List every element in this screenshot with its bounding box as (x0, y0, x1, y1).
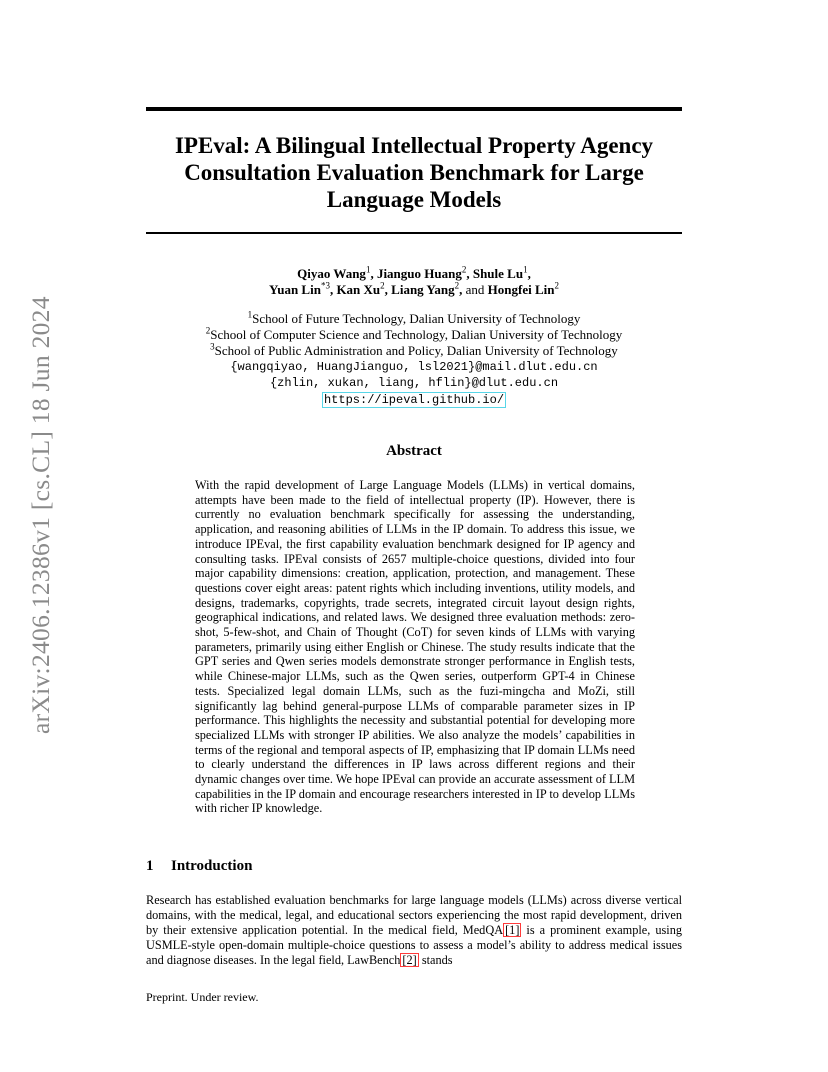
affiliation-line: $^2$School of Computer Science and Technology, Dalian University of Technology (205, 325, 623, 342)
affiliation-line: $^1$School of Future Technology, Dalian University of Technology (247, 309, 581, 326)
author-and: and (465, 282, 485, 297)
author-affil-mark: 2 (454, 280, 460, 291)
author-affil-mark: 2 (554, 280, 559, 291)
author-affil-mark: 1 (523, 264, 528, 275)
section-title: Introduction (171, 858, 253, 874)
author-name: Hongfei Lin (487, 282, 555, 297)
email-line: {zhlin, xukan, liang, hflin}@dlut.edu.cn (269, 376, 559, 390)
section-heading (146, 858, 252, 875)
abstract-heading: Abstract (386, 443, 442, 459)
author-affil-mark: *3 (320, 280, 330, 291)
citation-link[interactable]: [2] (402, 952, 417, 967)
email-line: {wangqiyao, HuangJianguo, lsl2021}@mail.dlut.edu.cn (230, 360, 598, 374)
affiliations (146, 311, 682, 408)
author-name: Jianguo Huang (376, 266, 462, 281)
author-name: Liang Yang (391, 282, 455, 297)
author-affil-mark: 2 (380, 280, 385, 291)
arxiv-identifier: arXiv:2406.12386v1 [cs.CL] 18 Jun 2024 (26, 296, 55, 734)
citation-link[interactable]: [1] (505, 922, 520, 937)
title-rule-bottom (146, 232, 682, 234)
footer-note: Preprint. Under review. (146, 990, 259, 1004)
section-number: 1 (146, 858, 154, 874)
author-name: Shule Lu (472, 266, 524, 281)
project-url-link[interactable]: https://ipeval.github.io/ (323, 393, 505, 407)
author-affil-mark: 1 (365, 264, 371, 275)
intro-paragraph: Research has established evaluation benchmarks for large language models (LLMs) across diverse vertical domains, with the medical, legal, and educational sectors experiencing the most rapid development, driven by their extensive application potential. In the medical field, MedQA [1] is a prominent example, using USMLE-style open-domain multiple-choice questions to assess a model’s ability to address medical issues and diagnose diseases. In the legal field, LawBench [2] stands (146, 893, 682, 967)
author-list: Qiyao Wang$^1$, Jianguo Huang$^2$, Shule Lu$^1$, Yuan Lin$^{*3}$, Kan Xu$^2$, Liang Yang$^2$, and Hongfei Lin$^2$ (269, 264, 559, 297)
author-name: Kan Xu (336, 282, 381, 297)
author-name: Qiyao Wang (297, 266, 366, 281)
author-affil-mark: 2 (461, 264, 467, 275)
abstract-body: With the rapid development of Large Language Models (LLMs) in vertical domains, attempts have been made to the field of intellectual property (IP). However, there is currently no evaluation benchmark specifically for assessing the understanding, application, and reasoning abilities of LLMs in the IP domain. To address this issue, we introduce IPEval, the first capability evaluation benchmark designed for IP agency and consulting tasks. IPEval consists of 2657 multiple-choice questions, divided into four major capability dimensions: creation, application, protection, and management. These questions cover eight areas: patent rights which including inventions, utility models, and designs, trademarks, copyrights, trade secrets, integrated circuit layout design rights, geographical indications, and related laws. We designed three evaluation methods: zero-shot, 5-few-shot, and Chain of Thought (CoT) for seven kinds of LLMs with varying parameters, primarily using either English or Chinese. The study results indicate that the GPT series and Qwen series models demonstrate stronger performance in English tests, while Chinese-major LLMs, such as the Qwen series, outperform GPT-4 in Chinese tests. Specialized legal domain LLMs, such as the fuzi-mingcha and MoZi, still significantly lag behind general-purpose LLMs of comparable parameter sizes in IP performance. This highlights the necessity and substantial potential for developing more specialized LLMs with stronger IP abilities. We also analyze the models’ capabilities in terms of the regional and temporal aspects of IP, emphasizing that IP domain LLMs need to clearly understand the differences in IP laws across different regions and their dynamic changes over time. We hope IPEval can provide an accurate assessment of LLM capabilities in the IP domain and encourage researchers interested in IP to develop LLMs with richer IP knowledge. (195, 478, 635, 816)
title-rule-top (146, 107, 682, 111)
affiliation-line: $^3$School of Public Administration and Policy, Dalian University of Technology (210, 341, 618, 358)
paper-title: IPEval: A Bilingual Intellectual Property Agency Consultation Evaluation Benchmark for Large Language Models (174, 133, 654, 212)
author-name: Yuan Lin (269, 282, 321, 297)
